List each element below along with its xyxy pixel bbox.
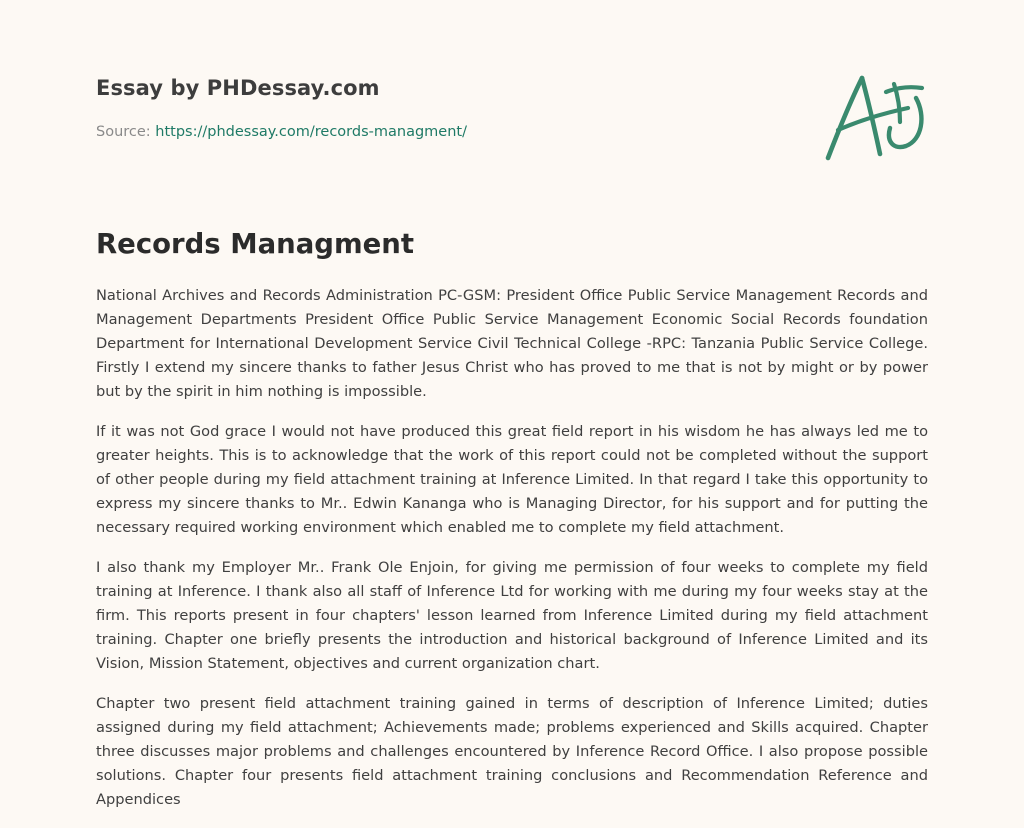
essay-body [96,284,928,812]
source-label: Source: [96,124,151,140]
page-header [96,0,928,190]
essay-title: Records Managment [96,228,414,260]
source-link[interactable]: https://phdessay.com/records-managment/ [155,124,467,140]
site-title: Essay by PHDessay.com [96,76,380,100]
source-line [96,124,467,140]
essay-paragraph: National Archives and Records Administration PC-GSM: President Office Public Service Management Records and Management Departments President Office Public Service Management Economic Social Records foundation Department for International Development Service Civil Technical College -RPC: Tanzania Public Service College. Firstly I extend my sincere thanks to father Jesus Christ who has proved to me that is not by might or by power but by the spirit in him nothing is impossible. [96,287,928,400]
essay-paragraph: If it was not God grace I would not have produced this great field report in his wisdom he has always led me to greater heights. This is to acknowledge that the work of this report could not be completed without the support of other people during my field attachment training at Inference Limited. In that regard I take this opportunity to express my sincere thanks to Mr.. Edwin Kananga who is Managing Director, for his support and for putting the necessary required working environment which enabled me to complete my field attachment. [96,423,928,536]
a-plus-logo-icon [824,68,928,164]
essay-paragraph: Chapter two present field attachment training gained in terms of description of Inference Limited; duties assigned during my field attachment; Achievements made; problems experienced and Skills acquired. Chapter three discusses major problems and challenges encountered by Inference Record Office. I also propose possible solutions. Chapter four presents field attachment training conclusions and Recommendation Reference and Appendices [96,695,928,808]
essay-paragraph: I also thank my Employer Mr.. Frank Ole Enjoin, for giving me permission of four weeks to complete my field training at Inference. I thank also all staff of Inference Ltd for working with me during my four weeks stay at the firm. This reports present in four chapters' lesson learned from Inference Limited during my field attachment training. Chapter one briefly presents the introduction and historical background of Inference Limited and its Vision, Mission Statement, objectives and current organization chart. [96,559,928,672]
